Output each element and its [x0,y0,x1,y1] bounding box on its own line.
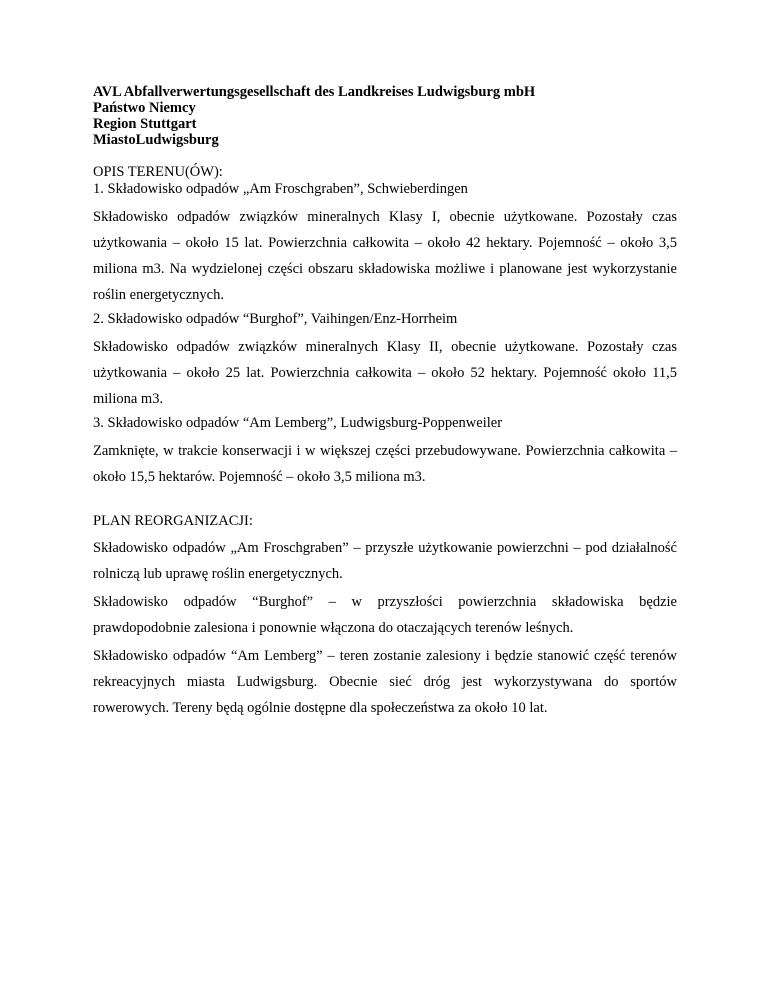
reorganization-paragraph-1: Składowisko odpadów „Am Froschgraben” – przyszłe użytkowanie powierzchni – pod działalność rolniczą lub uprawę roślin energetycznych. [93,540,677,582]
country-line: Państwo Niemcy [93,100,196,116]
city-line: MiastoLudwigsburg [93,132,219,148]
reorganization-section [93,512,677,721]
region-line: Region Stuttgart [93,116,197,132]
site-description-title: OPIS TERENU(ÓW): [93,164,223,180]
document-page [93,84,677,723]
site-item-3-text: Zamknięte, w trakcie konserwacji i w większej części przebudowywane. Powierzchnia całkowita – około 15,5 hektarów. Pojemność – około 3,5 miliona m3. [93,443,677,485]
reorganization-paragraph-3: Składowisko odpadów “Am Lemberg” – teren zostanie zalesiony i będzie stanowić część terenów rekreacyjnych miasta Ludwigsburg. Obecnie sieć dróg jest wykorzystywana do sportów rowerowych. Tereny będą ogólnie dostępne dla społeczeństwa za około 10 lat. [93,648,677,716]
reorganization-paragraph-2: Składowisko odpadów “Burghof” – w przyszłości powierzchnia składowiska będzie prawdopodobnie zalesiona i ponownie włączona do otaczających terenów leśnych. [93,594,677,636]
document-header [93,84,677,148]
company-name: AVL Abfallverwertungsgesellschaft des Landkreises Ludwigsburg mbH [93,84,536,100]
site-item-3-title: 3. Składowisko odpadów “Am Lemberg”, Ludwigsburg-Poppenweiler [93,415,503,431]
site-item-1-title: 1. Składowisko odpadów „Am Froschgraben”, Schwieberdingen [93,181,468,197]
site-item-1-text: Składowisko odpadów związków mineralnych Klasy I, obecnie użytkowane. Pozostały czas użytkowania – około 15 lat. Powierzchnia całkowita – około 42 hektary. Pojemność – około 3,5 miliona m3. Na wydzielonej części obszaru składowiska możliwe i planowane jest wykorzystanie roślin energetycznych. [93,209,677,303]
reorganization-title: PLAN REORGANIZACJI: [93,513,253,529]
site-description-section [93,164,677,490]
site-item-2-text: Składowisko odpadów związków mineralnych Klasy II, obecnie użytkowane. Pozostały czas użytkowania – około 25 lat. Powierzchnia całkowita – około 52 hektary. Pojemność około 11,5 miliona m3. [93,339,677,407]
site-item-2-title: 2. Składowisko odpadów “Burghof”, Vaihingen/Enz-Horrheim [93,311,458,327]
section-spacer [93,492,677,512]
